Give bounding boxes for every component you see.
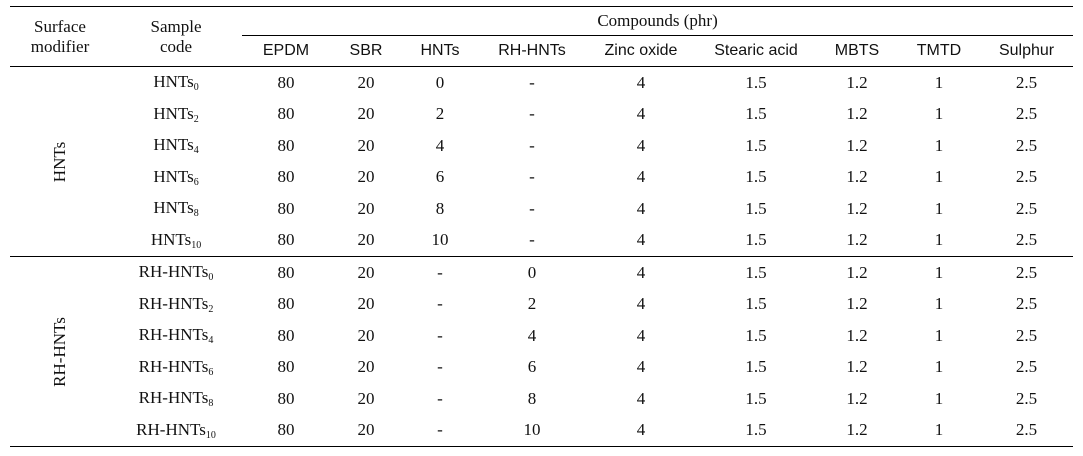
sample-code-subscript: 6 — [208, 366, 214, 378]
table-row — [10, 289, 1073, 321]
value-cell-tmtd: 1 — [934, 325, 944, 345]
value-cell-mbts: 1.2 — [846, 420, 868, 440]
value-cell-sulphur: 2.5 — [1015, 420, 1038, 440]
value-cell-hnts: - — [437, 420, 443, 440]
sample-code-subscript: 8 — [208, 398, 214, 410]
sample-code-base: HNTs — [153, 166, 194, 186]
value-cell-tmtd: 1 — [934, 135, 944, 155]
table-row — [10, 257, 1073, 289]
value-cell-rh-hnts: - — [529, 72, 535, 92]
sample-code-cell — [110, 320, 242, 352]
value-cell-sbr: 20 — [357, 167, 375, 187]
value-cell-epdm: 80 — [277, 262, 295, 282]
compounds-header: Compounds (phr) — [597, 11, 718, 30]
value-cell-tmtd: 1 — [934, 388, 944, 408]
table-row — [10, 67, 1073, 99]
surface-modifier-label-text: HNTs — [50, 141, 69, 182]
value-cell-sbr: 20 — [357, 388, 375, 408]
table-body — [10, 67, 1073, 447]
surface-modifier-header-line1: Surface — [34, 16, 86, 36]
sample-code-cell — [110, 352, 242, 384]
value-cell-hnts: 2 — [435, 104, 445, 124]
sample-code-subscript: 8 — [193, 208, 199, 220]
value-cell-hnts: - — [437, 294, 443, 314]
sample-code-base: HNTs — [153, 103, 194, 123]
value-cell-zinc-oxide: 4 — [636, 420, 646, 440]
value-cell-tmtd: 1 — [934, 294, 944, 314]
table-row — [10, 383, 1073, 415]
surface-modifier-group-label — [10, 257, 110, 447]
value-cell-zinc-oxide: 4 — [636, 230, 646, 250]
value-cell-mbts: 1.2 — [846, 325, 868, 345]
value-cell-hnts: - — [437, 357, 443, 377]
value-cell-rh-hnts: 0 — [527, 262, 537, 282]
sample-code-subscript: 0 — [193, 82, 199, 94]
value-cell-zinc-oxide: 4 — [636, 198, 646, 218]
value-cell-tmtd: 1 — [934, 420, 944, 440]
value-cell-sbr: 20 — [357, 72, 375, 92]
value-cell-sulphur: 2.5 — [1015, 72, 1038, 92]
compound-table-container — [10, 6, 1073, 447]
value-cell-stearic-acid: 1.5 — [745, 198, 767, 218]
value-cell-stearic-acid: 1.5 — [745, 167, 767, 187]
value-cell-zinc-oxide: 4 — [636, 325, 646, 345]
value-cell-epdm: 80 — [277, 230, 295, 250]
sample-code-cell — [110, 193, 242, 225]
sample-code-base: RH-HNTs — [138, 356, 209, 376]
value-cell-tmtd: 1 — [934, 104, 944, 124]
value-cell-mbts: 1.2 — [846, 198, 868, 218]
value-cell-zinc-oxide: 4 — [636, 167, 646, 187]
sample-code-base: HNTs — [153, 198, 194, 218]
value-cell-mbts: 1.2 — [846, 135, 868, 155]
value-cell-sbr: 20 — [357, 420, 375, 440]
sample-code-base: RH-HNTs — [138, 262, 209, 282]
value-cell-hnts: 0 — [435, 72, 445, 92]
table-row — [10, 320, 1073, 352]
value-cell-mbts: 1.2 — [846, 230, 868, 250]
table-row — [10, 415, 1073, 447]
column-header-epdm: EPDM — [242, 36, 330, 67]
sample-code-cell — [110, 383, 242, 415]
sample-code-subscript: 6 — [193, 176, 199, 188]
column-header-hnts: HNTs — [402, 36, 478, 67]
value-cell-stearic-acid: 1.5 — [745, 72, 767, 92]
value-cell-rh-hnts: 6 — [527, 357, 537, 377]
value-cell-tmtd: 1 — [934, 230, 944, 250]
sample-code-header-line2: code — [159, 36, 193, 56]
value-cell-epdm: 80 — [277, 294, 295, 314]
value-cell-stearic-acid: 1.5 — [745, 420, 767, 440]
value-cell-sbr: 20 — [357, 262, 375, 282]
sample-code-subscript: 2 — [193, 113, 199, 125]
sample-code-cell — [110, 99, 242, 131]
value-cell-sulphur: 2.5 — [1015, 357, 1038, 377]
value-cell-rh-hnts: 2 — [527, 294, 537, 314]
sample-code-cell — [110, 67, 242, 99]
value-cell-sulphur: 2.5 — [1015, 104, 1038, 124]
column-header-zinc-oxide: Zinc oxide — [586, 36, 696, 67]
table-row — [10, 99, 1073, 131]
column-header-mbts: MBTS — [816, 36, 898, 67]
value-cell-sbr: 20 — [357, 198, 375, 218]
value-cell-epdm: 80 — [277, 72, 295, 92]
value-cell-rh-hnts: - — [529, 167, 535, 187]
table-row — [10, 193, 1073, 225]
value-cell-sulphur: 2.5 — [1015, 262, 1038, 282]
sample-code-base: HNTs — [153, 72, 194, 92]
column-header-tmtd: TMTD — [898, 36, 980, 67]
value-cell-mbts: 1.2 — [846, 388, 868, 408]
table-row — [10, 130, 1073, 162]
header-row-1 — [10, 7, 1073, 36]
value-cell-tmtd: 1 — [934, 72, 944, 92]
sample-code-cell — [110, 225, 242, 257]
surface-modifier-header — [10, 7, 110, 67]
sample-code-cell — [110, 130, 242, 162]
sample-code-subscript: 2 — [208, 303, 214, 315]
sample-code-base: HNTs — [153, 135, 194, 155]
value-cell-tmtd: 1 — [934, 262, 944, 282]
value-cell-epdm: 80 — [277, 357, 295, 377]
value-cell-epdm: 80 — [277, 167, 295, 187]
value-cell-stearic-acid: 1.5 — [745, 325, 767, 345]
value-cell-stearic-acid: 1.5 — [745, 104, 767, 124]
sample-code-base: HNTs — [150, 229, 192, 249]
value-cell-sbr: 20 — [357, 104, 375, 124]
surface-modifier-header-line2: modifier — [30, 36, 90, 56]
value-cell-rh-hnts: 4 — [527, 325, 537, 345]
value-cell-hnts: - — [437, 388, 443, 408]
value-cell-sbr: 20 — [357, 135, 375, 155]
column-header-rh-hnts: RH-HNTs — [478, 36, 586, 67]
sample-code-base: RH-HNTs — [136, 419, 206, 439]
value-cell-zinc-oxide: 4 — [636, 388, 646, 408]
value-cell-stearic-acid: 1.5 — [745, 388, 767, 408]
value-cell-hnts: 10 — [431, 230, 449, 250]
sample-code-subscript: 4 — [208, 335, 214, 347]
surface-modifier-group-label — [10, 67, 110, 257]
value-cell-rh-hnts: - — [529, 104, 535, 124]
value-cell-stearic-acid: 1.5 — [745, 230, 767, 250]
value-cell-hnts: 8 — [435, 198, 445, 218]
column-header-sbr: SBR — [330, 36, 402, 67]
value-cell-mbts: 1.2 — [846, 167, 868, 187]
value-cell-tmtd: 1 — [934, 167, 944, 187]
value-cell-sulphur: 2.5 — [1015, 135, 1038, 155]
sample-code-header-line1: Sample — [150, 16, 202, 36]
value-cell-sulphur: 2.5 — [1015, 230, 1038, 250]
value-cell-stearic-acid: 1.5 — [745, 294, 767, 314]
value-cell-rh-hnts: 10 — [523, 420, 541, 440]
value-cell-tmtd: 1 — [934, 198, 944, 218]
value-cell-epdm: 80 — [277, 420, 295, 440]
value-cell-sulphur: 2.5 — [1015, 325, 1038, 345]
value-cell-stearic-acid: 1.5 — [745, 135, 767, 155]
value-cell-sulphur: 2.5 — [1015, 388, 1038, 408]
sample-code-cell — [110, 415, 242, 447]
table-row — [10, 225, 1073, 257]
sample-code-cell — [110, 289, 242, 321]
value-cell-sbr: 20 — [357, 230, 375, 250]
value-cell-stearic-acid: 1.5 — [745, 357, 767, 377]
value-cell-zinc-oxide: 4 — [636, 72, 646, 92]
sample-code-base: RH-HNTs — [138, 293, 209, 313]
value-cell-sulphur: 2.5 — [1015, 167, 1038, 187]
value-cell-zinc-oxide: 4 — [636, 294, 646, 314]
sample-code-header — [110, 7, 242, 67]
sample-code-base: RH-HNTs — [138, 325, 209, 345]
surface-modifier-label-text: RH-HNTs — [50, 316, 69, 387]
sample-code-cell — [110, 257, 242, 289]
value-cell-tmtd: 1 — [934, 357, 944, 377]
value-cell-mbts: 1.2 — [846, 357, 868, 377]
value-cell-hnts: 6 — [435, 167, 445, 187]
sample-code-subscript: 10 — [205, 429, 216, 441]
value-cell-epdm: 80 — [277, 135, 295, 155]
compound-formulation-table — [10, 6, 1073, 447]
column-header-sulphur: Sulphur — [980, 36, 1073, 67]
value-cell-rh-hnts: 8 — [527, 388, 537, 408]
value-cell-mbts: 1.2 — [846, 262, 868, 282]
value-cell-epdm: 80 — [277, 325, 295, 345]
value-cell-zinc-oxide: 4 — [636, 357, 646, 377]
value-cell-rh-hnts: - — [529, 135, 535, 155]
sample-code-subscript: 4 — [193, 145, 199, 157]
value-cell-epdm: 80 — [277, 198, 295, 218]
value-cell-mbts: 1.2 — [846, 104, 868, 124]
sample-code-cell — [110, 162, 242, 194]
sample-code-subscript: 0 — [208, 272, 214, 284]
value-cell-epdm: 80 — [277, 104, 295, 124]
value-cell-sbr: 20 — [357, 325, 375, 345]
value-cell-mbts: 1.2 — [846, 72, 868, 92]
value-cell-epdm: 80 — [277, 388, 295, 408]
value-cell-sulphur: 2.5 — [1015, 294, 1038, 314]
value-cell-zinc-oxide: 4 — [636, 104, 646, 124]
value-cell-rh-hnts: - — [529, 198, 535, 218]
sample-code-subscript: 10 — [191, 239, 202, 251]
value-cell-zinc-oxide: 4 — [636, 135, 646, 155]
value-cell-hnts: - — [437, 262, 443, 282]
sample-code-base: RH-HNTs — [138, 388, 209, 408]
table-row — [10, 352, 1073, 384]
value-cell-sbr: 20 — [357, 294, 375, 314]
value-cell-hnts: 4 — [435, 135, 445, 155]
column-header-stearic-acid: Stearic acid — [696, 36, 816, 67]
value-cell-stearic-acid: 1.5 — [745, 262, 767, 282]
value-cell-rh-hnts: - — [529, 230, 535, 250]
value-cell-hnts: - — [437, 325, 443, 345]
value-cell-sulphur: 2.5 — [1015, 198, 1038, 218]
value-cell-sbr: 20 — [357, 357, 375, 377]
value-cell-zinc-oxide: 4 — [636, 262, 646, 282]
value-cell-mbts: 1.2 — [846, 294, 868, 314]
table-row — [10, 162, 1073, 194]
